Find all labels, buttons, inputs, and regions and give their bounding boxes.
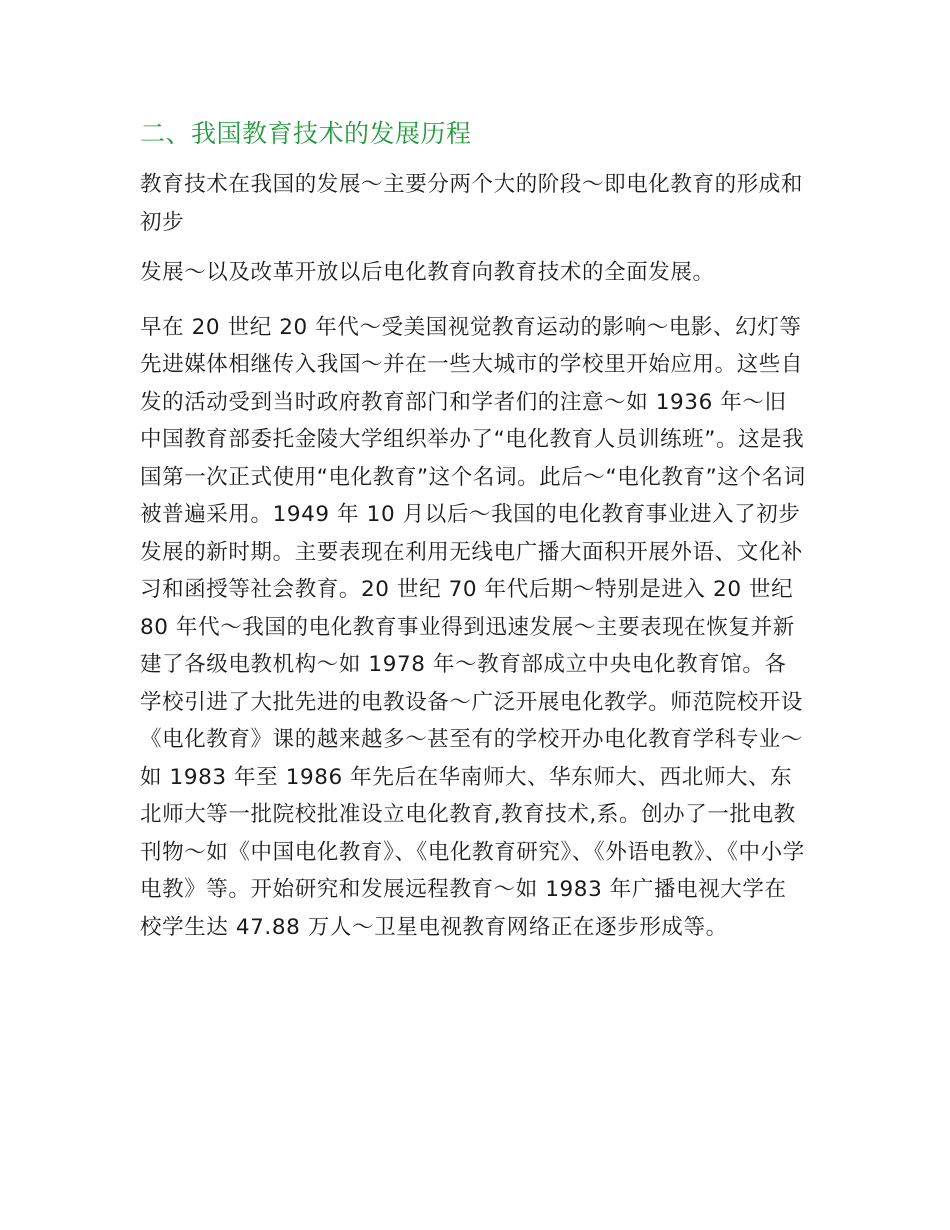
section-heading: 二、我国教育技术的发展历程 bbox=[140, 119, 472, 148]
document-body bbox=[140, 112, 808, 946]
paragraph-history: 早在 20 世纪 20 年代～受美国视觉教育运动的影响～电影、幻灯等先进媒体相继传入我国～并在一些大城市的学校里开始应用。这些自发的活动受到当时政府教育部门和学者们的注意～如 1936 年～旧中国教育部委托金陵大学组织举办了“电化教育人员训练班”。这是我国第一次正式使用“电化教育”这个名词。此后～“电化教育”这个名词被普遍采用。1949 年 10 月以后～我国的电化教育事业进入了初步发展的新时期。主要表现在利用无线电广播大面积开展外语、文化补习和函授等社会教育。20 世纪 70 年代后期～特别是进入 20 世纪 80 年代～我国的电化教育事业得到迅速发展～主要表现在恢复并新建了各级电教机构～如 1978 年～教育部成立中央电化教育馆。各学校引进了大批先进的电教设备～广泛开展电化教学。师范院校开设《电化教育》课的越来越多～甚至有的学校开办电化教育学科专业～如 1983 年至 1986 年先后在华南师大、华东师大、西北师大、东北师大等一批院校批准设立电化教育,教育技术,系。创办了一批电教刊物～如《中国电化教育》、《电化教育研究》、《外语电教》、《中小学电教》等。开始研究和发展远程教育～如 1983 年广播电视大学在校学生达 47.88 万人～卫星电视教育网络正在逐步形成等。 bbox=[140, 314, 806, 940]
paragraph-intro-continued: 发展～以及改革开放以后电化教育向教育技术的全面发展。 bbox=[140, 260, 715, 285]
paragraph-intro: 教育技术在我国的发展～主要分两个大的阶段～即电化教育的形成和初步 bbox=[140, 172, 804, 235]
